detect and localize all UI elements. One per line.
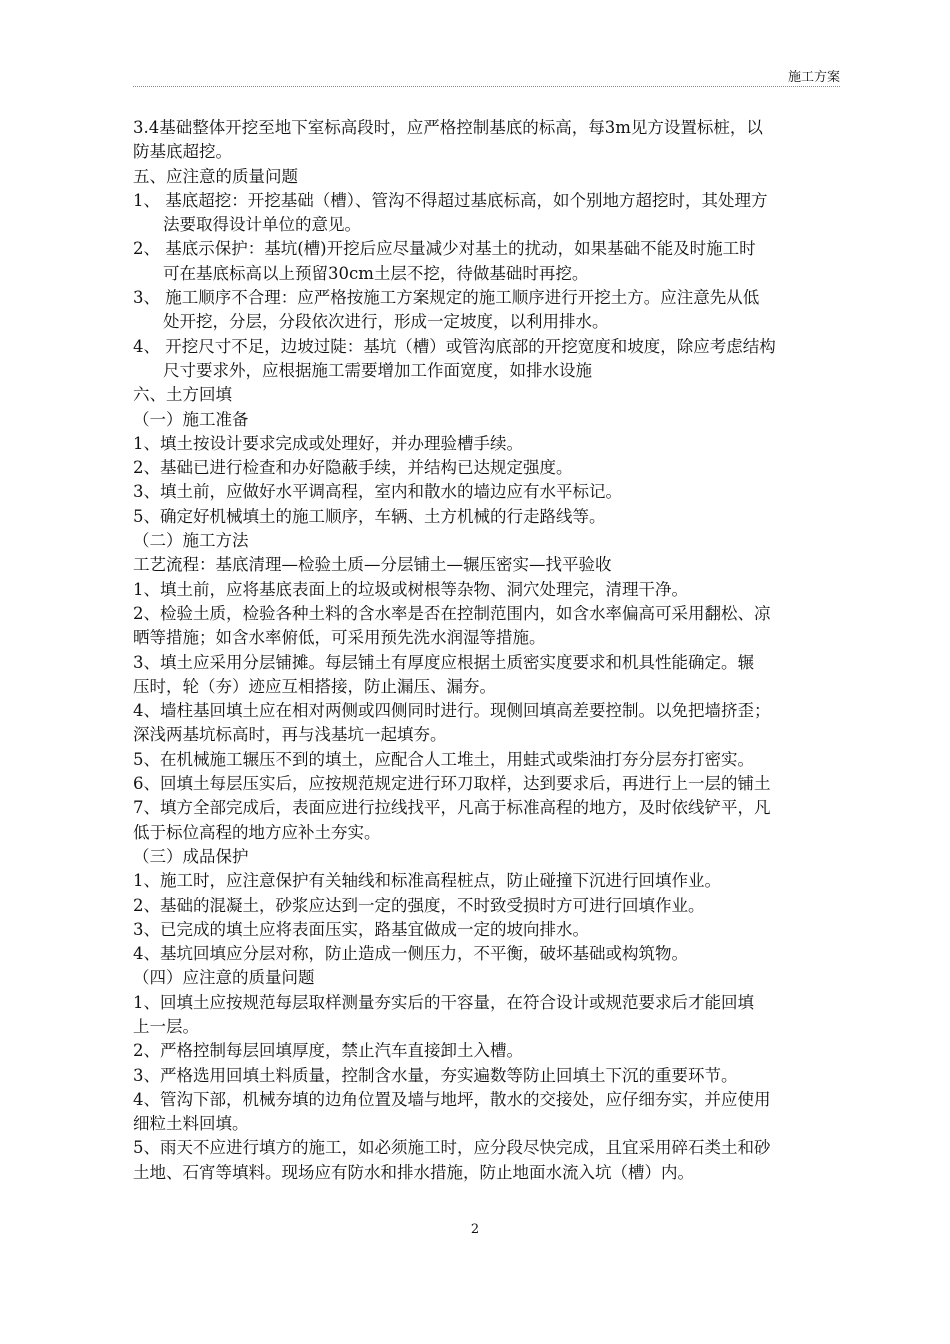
text-line: 尺寸要求外，应根据施工需要增加工作面宽度，如排水设施 bbox=[163, 360, 592, 380]
text-line: 压时，轮（夯）迹应互相搭接，防止漏压、漏夯。 bbox=[133, 676, 496, 696]
text-line: 上一层。 bbox=[133, 1016, 199, 1036]
text-line: 4、管沟下部，机械夯填的边角位置及墙与地坪，散水的交接处，应仔细夯实，并应使用 bbox=[133, 1089, 771, 1109]
text-line: 1、 基底超挖：开挖基础（槽）、管沟不得超过基底标高，如个别地方超挖时，其处理方 bbox=[133, 190, 768, 210]
text-line: 工艺流程：基底清理—检验土质—分层铺土—辗压密实—找平验收 bbox=[133, 555, 612, 575]
text-line: 可在基底标高以上预留30cm土层不挖，待做基础时再挖。 bbox=[163, 263, 589, 283]
text-line: 3、填土前，应做好水平调高程，室内和散水的墙边应有水平标记。 bbox=[133, 482, 622, 502]
text-line: 3、已完成的填土应将表面压实，路基宜做成一定的坡向排水。 bbox=[133, 919, 589, 939]
text-line: 1、回填土应按规范每层取样测量夯实后的干容量，在符合设计或规范要求后才能回填 bbox=[133, 992, 754, 1012]
text-line: 晒等措施；如含水率俯低，可采用预先洗水润湿等措施。 bbox=[133, 628, 546, 648]
text-line: 1、填土前，应将基底表面上的垃圾或树根等杂物、洞穴处理完，清理干净。 bbox=[133, 579, 688, 599]
text-line: 4、墙柱基回填土应在相对两侧或四侧同时进行。现侧回填高差要控制。以免把墙挤歪； bbox=[133, 701, 771, 721]
text-line: 处开挖，分层，分段依次进行，形成一定坡度，以利用排水。 bbox=[163, 312, 609, 332]
text-line: 4、基坑回填应分层对称，防止造成一侧压力，不平衡，破坏基础或构筑物。 bbox=[133, 944, 688, 964]
text-line: 2、基础的混凝土，砂浆应达到一定的强度，不时致受损时方可进行回填作业。 bbox=[133, 895, 705, 915]
text-line: 6、回填土每层压实后，应按规范规定进行环刀取样，达到要求后，再进行上一层的铺土 bbox=[133, 774, 771, 794]
text-line: 防基底超挖。 bbox=[133, 142, 232, 162]
text-line: 3、严格选用回填土料质量，控制含水量，夯实遍数等防止回填土下沉的重要环节。 bbox=[133, 1065, 738, 1085]
text-line: 1、施工时，应注意保护有关轴线和标准高程桩点，防止碰撞下沉进行回填作业。 bbox=[133, 871, 721, 891]
text-line: 2、 基底示保护：基坑(槽)开挖后应尽量减少对基土的扰动，如果基础不能及时施工时 bbox=[133, 239, 756, 259]
text-line: 法要取得设计单位的意见。 bbox=[163, 215, 361, 235]
text-line: （二）施工方法 bbox=[133, 531, 249, 551]
text-line: （三）成品保护 bbox=[133, 846, 249, 866]
text-line: 4、 开挖尺寸不足，边坡过陡：基坑（槽）或管沟底部的开挖宽度和坡度，除应考虑结构 bbox=[133, 336, 776, 356]
text-line: 5、在机械施工辗压不到的填土，应配合人工堆土，用蛙式或柴油打夯分层夯打密实。 bbox=[133, 749, 754, 769]
page-number: 2 bbox=[470, 1222, 480, 1237]
text-line: 1、填土按设计要求完成或处理好，并办理验槽手续。 bbox=[133, 433, 523, 453]
text-line: 3.4基础整体开挖至地下室标高段时，应严格控制基底的标高，每3m见方设置标桩，以 bbox=[133, 118, 763, 137]
text-line: 五、应注意的质量问题 bbox=[133, 166, 298, 186]
document-body bbox=[133, 116, 841, 1185]
text-line: （四）应注意的质量问题 bbox=[133, 968, 315, 988]
text-line: 3、填土应采用分层铺摊。每层铺土有厚度应根据土质密实度要求和机具性能确定。辗 bbox=[133, 652, 754, 672]
text-line: 2、检验土质，检验各种土料的含水率是否在控制范围内，如含水率偏高可采用翻松、凉 bbox=[133, 603, 771, 623]
text-line: 7、填方全部完成后，表面应进行拉线找平，凡高于标准高程的地方，及时依线铲平，凡 bbox=[133, 798, 771, 818]
text-line: 土地、石宵等填料。现场应有防水和排水措施，防止地面水流入坑（槽）内。 bbox=[133, 1162, 694, 1182]
text-line: 六、土方回填 bbox=[133, 385, 232, 405]
text-line: 深浅两基坑标高时，再与浅基坑一起填夯。 bbox=[133, 725, 447, 745]
text-line: 低于标位高程的地方应补土夯实。 bbox=[133, 822, 381, 842]
text-line: 5、雨天不应进行填方的施工，如必须施工时，应分段尽快完成，且宜采用碎石类土和砂 bbox=[133, 1138, 771, 1158]
text-line: 3、 施工顺序不合理：应严格按施工方案规定的施工顺序进行开挖土方。应注意先从低 bbox=[133, 288, 760, 308]
text-line: 2、基础已进行检查和办好隐蔽手续，并结构已达规定强度。 bbox=[133, 458, 573, 478]
text-line: 2、严格控制每层回填厚度，禁止汽车直接卸土入槽。 bbox=[133, 1041, 523, 1061]
text-line: 5、确定好机械填土的施工顺序，车辆、土方机械的行走路线等。 bbox=[133, 506, 606, 526]
text-line: （一）施工准备 bbox=[133, 409, 249, 429]
header-title: 施工方案 bbox=[787, 70, 840, 85]
text-line: 细粒土料回填。 bbox=[133, 1114, 249, 1134]
header-divider bbox=[133, 86, 840, 87]
